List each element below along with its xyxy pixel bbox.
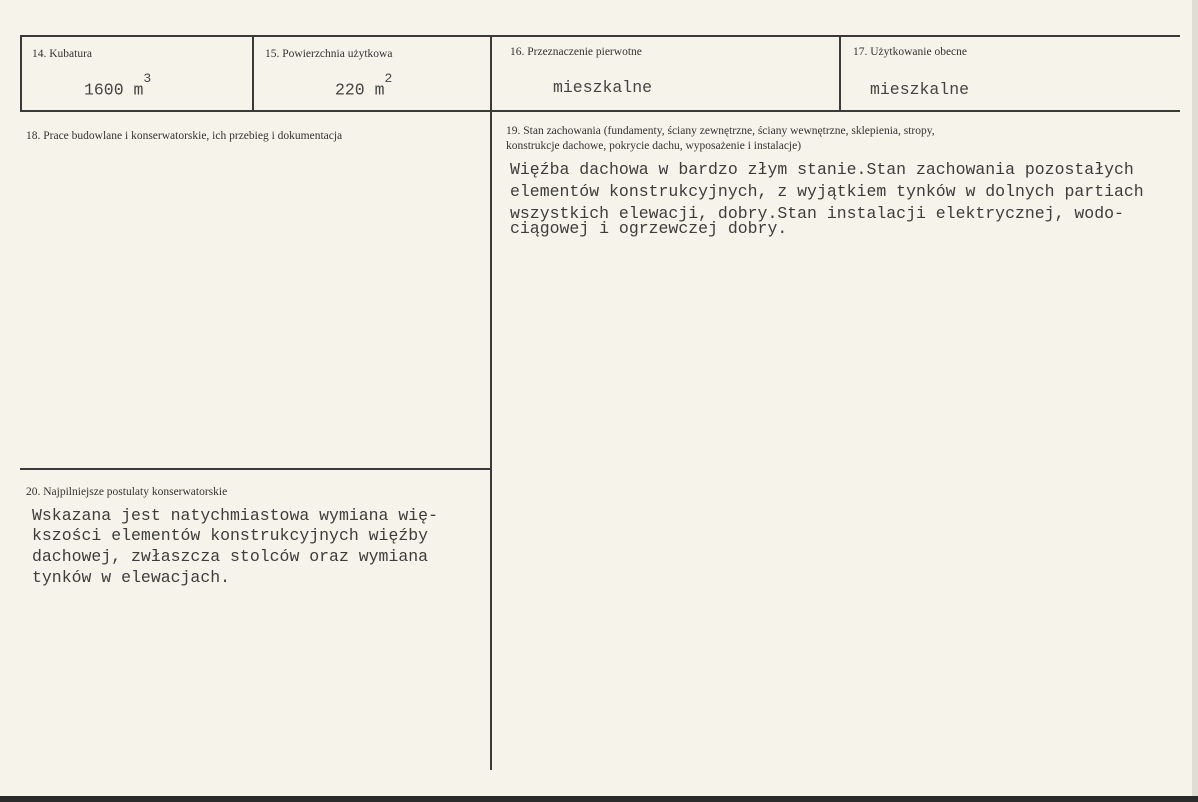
kubatura-label: 14. Kubatura	[32, 48, 93, 60]
stan-label-line1: 19. Stan zachowania (fundamenty, ściany zewnętrzne, ściany wewnętrzne, sklepienia, stropy,	[506, 125, 935, 137]
postulaty-text-line: tynków w elewacjach.	[32, 568, 231, 587]
postulaty-text-line: Wskazana jest natychmiastowa wymiana wię-	[32, 506, 438, 525]
powierzchnia-label: 15. Powierzchnia użytkowa	[265, 48, 393, 60]
row1-bottom-rule	[20, 110, 1180, 112]
uzytkowanie-value: mieszkalne	[870, 80, 970, 99]
section20-top-rule	[20, 468, 490, 470]
divider-14-15	[252, 35, 254, 112]
kubatura-value: 1600 $m^3$	[84, 71, 152, 100]
powierzchnia-value: 220 $m^2$	[335, 71, 393, 100]
stan-text-line: wszystkich elewacji, dobry.Stan instalacji elektrycznej, wodo-	[510, 204, 1124, 223]
divider-16-17	[839, 35, 841, 112]
card-bottom-edge	[0, 796, 1198, 802]
postulaty-label: 20. Najpilniejsze postulaty konserwatorskie	[26, 486, 228, 498]
uzytkowanie-label: 17. Użytkowanie obecne	[853, 46, 968, 58]
postulaty-text-line: dachowej, zwłaszcza stolców oraz wymiana	[32, 547, 429, 566]
card-right-edge	[1192, 0, 1198, 802]
left-border	[20, 35, 22, 112]
top-rule	[20, 35, 1180, 37]
stan-text-line: ciągowej i ogrzewczej dobry.	[510, 219, 788, 238]
stan-text-line: elementów konstrukcyjnych, z wyjątkiem tynków w dolnych partiach	[510, 182, 1144, 201]
przeznaczenie-value: mieszkalne	[553, 78, 653, 97]
stan-text-line: Więźba dachowa w bardzo złym stanie.Stan zachowania pozostałych	[510, 160, 1134, 179]
divider-15-16	[490, 35, 492, 770]
przeznaczenie-label: 16. Przeznaczenie pierwotne	[510, 46, 642, 58]
postulaty-text-line: kszości elementów konstrukcyjnych więźby	[32, 526, 429, 545]
stan-label-line2: konstrukcje dachowe, pokrycie dachu, wyposażenie i instalacje)	[506, 140, 802, 152]
prace-label: 18. Prace budowlane i konserwatorskie, ich przebieg i dokumentacja	[26, 130, 343, 142]
